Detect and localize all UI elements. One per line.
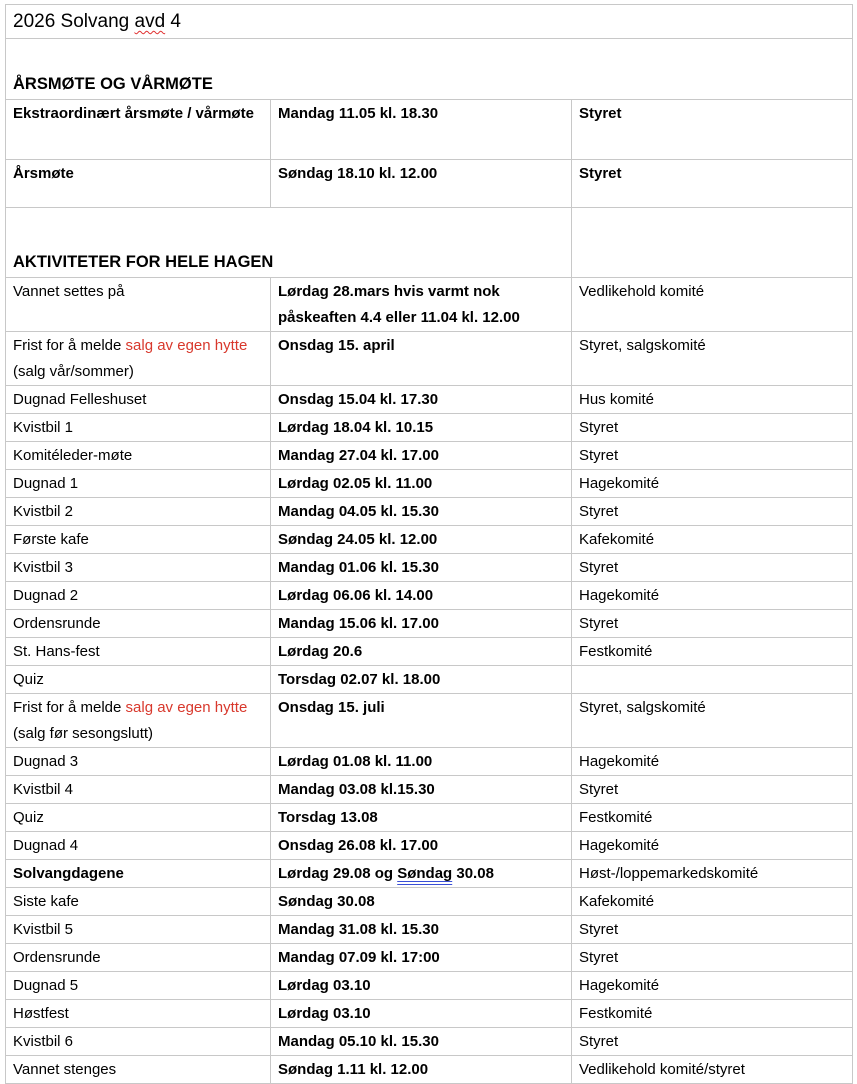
date-cell: Mandag 04.05 kl. 15.30	[271, 498, 572, 526]
date-cell: Lørdag 01.08 kl. 11.00	[271, 748, 572, 776]
table-row	[6, 332, 853, 386]
responsible-cell: Styret	[572, 160, 853, 208]
event-cell: Ekstraordinært årsmøte / vårmøte	[6, 100, 271, 160]
table-row	[6, 1056, 853, 1084]
responsible-cell: Festkomité	[572, 804, 853, 832]
schedule-table	[5, 4, 853, 1084]
date-cell: Torsdag 02.07 kl. 18.00	[271, 666, 572, 694]
event-cell: Kvistbil 6	[6, 1028, 271, 1056]
responsible-cell: Høst-/loppemarkedskomité	[572, 860, 853, 888]
highlight-text: salg av egen hytte	[125, 337, 248, 354]
event-cell: Kvistbil 5	[6, 916, 271, 944]
event-cell	[6, 332, 271, 386]
date-cell: Mandag 31.08 kl. 15.30	[271, 916, 572, 944]
highlight-text: salg av egen hytte	[125, 699, 248, 716]
date-cell: Lørdag 20.6	[271, 638, 572, 666]
event-cell: Kvistbil 3	[6, 554, 271, 582]
table-row	[6, 160, 853, 208]
grammar-marked-word: Søndag	[397, 865, 453, 882]
table-row	[6, 804, 853, 832]
table-row	[6, 832, 853, 860]
event-cell: Dugnad Felleshuset	[6, 386, 271, 414]
event-cell: Kvistbil 1	[6, 414, 271, 442]
responsible-cell: Hagekomité	[572, 582, 853, 610]
event-cell: Høstfest	[6, 1000, 271, 1028]
event-cell: Dugnad 2	[6, 582, 271, 610]
event-cell: Første kafe	[6, 526, 271, 554]
date-cell: Lørdag 06.06 kl. 14.00	[271, 582, 572, 610]
event-cell: Dugnad 3	[6, 748, 271, 776]
table-row	[6, 666, 853, 694]
table-row	[6, 386, 853, 414]
date-text: Lørdag 29.08 og	[278, 865, 398, 882]
table-row	[6, 414, 853, 442]
table-row	[6, 748, 853, 776]
event-cell: Dugnad 1	[6, 470, 271, 498]
event-cell	[6, 694, 271, 748]
title-suffix: 4	[165, 11, 181, 32]
event-cell: Vannet stenges	[6, 1056, 271, 1084]
date-cell: Lørdag 18.04 kl. 10.15	[271, 414, 572, 442]
table-row	[6, 694, 853, 748]
date-cell: Mandag 01.06 kl. 15.30	[271, 554, 572, 582]
responsible-cell: Styret	[572, 944, 853, 972]
date-cell: Onsdag 26.08 kl. 17.00	[271, 832, 572, 860]
date-cell: Torsdag 13.08	[271, 804, 572, 832]
event-text: (salg før sesongslutt)	[13, 725, 154, 742]
responsible-cell: Styret	[572, 498, 853, 526]
table-row	[6, 470, 853, 498]
table-row	[6, 278, 853, 332]
title-spell-word: avd	[134, 11, 166, 32]
date-cell: Mandag 11.05 kl. 18.30	[271, 100, 572, 160]
table-row	[6, 916, 853, 944]
activities-list	[6, 278, 853, 1084]
responsible-cell: Styret	[572, 1028, 853, 1056]
date-cell: Lørdag 03.10	[271, 1000, 572, 1028]
event-cell: Quiz	[6, 804, 271, 832]
responsible-cell: Styret	[572, 916, 853, 944]
event-cell: Dugnad 4	[6, 832, 271, 860]
date-cell: Lørdag 02.05 kl. 11.00	[271, 470, 572, 498]
date-cell: Søndag 24.05 kl. 12.00	[271, 526, 572, 554]
responsible-cell: Hagekomité	[572, 748, 853, 776]
event-cell: Ordensrunde	[6, 610, 271, 638]
date-cell	[271, 860, 572, 888]
table-row	[6, 498, 853, 526]
date-cell: Søndag 30.08	[271, 888, 572, 916]
responsible-cell: Festkomité	[572, 638, 853, 666]
event-text: Frist for å melde	[13, 337, 126, 354]
event-cell: Ordensrunde	[6, 944, 271, 972]
table-row	[6, 944, 853, 972]
date-cell: Lørdag 03.10	[271, 972, 572, 1000]
responsible-cell: Styret, salgskomité	[572, 694, 853, 748]
table-row	[6, 860, 853, 888]
responsible-cell: Kafekomité	[572, 888, 853, 916]
date-cell: Mandag 27.04 kl. 17.00	[271, 442, 572, 470]
event-cell: Siste kafe	[6, 888, 271, 916]
responsible-cell: Hagekomité	[572, 972, 853, 1000]
responsible-cell: Hagekomité	[572, 832, 853, 860]
responsible-cell: Styret, salgskomité	[572, 332, 853, 386]
date-cell: Onsdag 15. juli	[271, 694, 572, 748]
section-header-row	[6, 208, 853, 278]
responsible-cell: Styret	[572, 776, 853, 804]
responsible-cell: Kafekomité	[572, 526, 853, 554]
table-row	[6, 610, 853, 638]
table-row	[6, 526, 853, 554]
date-cell: Onsdag 15.04 kl. 17.30	[271, 386, 572, 414]
event-cell: Solvangdagene	[6, 860, 271, 888]
responsible-cell: Styret	[572, 610, 853, 638]
table-row	[6, 638, 853, 666]
table-row	[6, 888, 853, 916]
responsible-cell: Styret	[572, 100, 853, 160]
event-cell: St. Hans-fest	[6, 638, 271, 666]
responsible-cell	[572, 666, 853, 694]
responsible-cell: Festkomité	[572, 1000, 853, 1028]
date-cell: Lørdag 28.mars hvis varmt nok påskeaften 4.4 eller 11.04 kl. 12.00	[271, 278, 572, 332]
event-cell: Quiz	[6, 666, 271, 694]
table-row	[6, 1000, 853, 1028]
event-cell: Årsmøte	[6, 160, 271, 208]
responsible-cell: Styret	[572, 554, 853, 582]
table-row	[6, 1028, 853, 1056]
table-row	[6, 100, 853, 160]
date-cell: Onsdag 15. april	[271, 332, 572, 386]
date-cell: Mandag 03.08 kl.15.30	[271, 776, 572, 804]
responsible-cell: Hus komité	[572, 386, 853, 414]
event-cell: Komitéleder-møte	[6, 442, 271, 470]
event-text: (salg vår/sommer)	[13, 363, 134, 380]
event-cell: Dugnad 5	[6, 972, 271, 1000]
date-cell: Søndag 1.11 kl. 12.00	[271, 1056, 572, 1084]
section-header-row	[6, 39, 853, 100]
date-cell: Mandag 15.06 kl. 17.00	[271, 610, 572, 638]
table-row	[6, 554, 853, 582]
date-cell: Mandag 07.09 kl. 17:00	[271, 944, 572, 972]
page-title	[6, 5, 853, 39]
event-cell: Kvistbil 2	[6, 498, 271, 526]
event-text: Frist for å melde	[13, 699, 126, 716]
section-heading-meetings: ÅRSMØTE OG VÅRMØTE	[6, 39, 853, 100]
title-row	[6, 5, 853, 39]
responsible-cell: Styret	[572, 442, 853, 470]
table-row	[6, 582, 853, 610]
date-cell: Søndag 18.10 kl. 12.00	[271, 160, 572, 208]
section-heading-activities: AKTIVITETER FOR HELE HAGEN	[6, 208, 572, 278]
date-cell: Mandag 05.10 kl. 15.30	[271, 1028, 572, 1056]
responsible-cell: Styret	[572, 414, 853, 442]
responsible-cell: Vedlikehold komité/styret	[572, 1056, 853, 1084]
event-cell: Kvistbil 4	[6, 776, 271, 804]
table-row	[6, 442, 853, 470]
empty-cell	[572, 208, 853, 278]
responsible-cell: Hagekomité	[572, 470, 853, 498]
table-row	[6, 972, 853, 1000]
date-text: 30.08	[452, 865, 494, 882]
responsible-cell: Vedlikehold komité	[572, 278, 853, 332]
table-row	[6, 776, 853, 804]
title-text: 2026 Solvang	[13, 11, 130, 32]
event-cell: Vannet settes på	[6, 278, 271, 332]
